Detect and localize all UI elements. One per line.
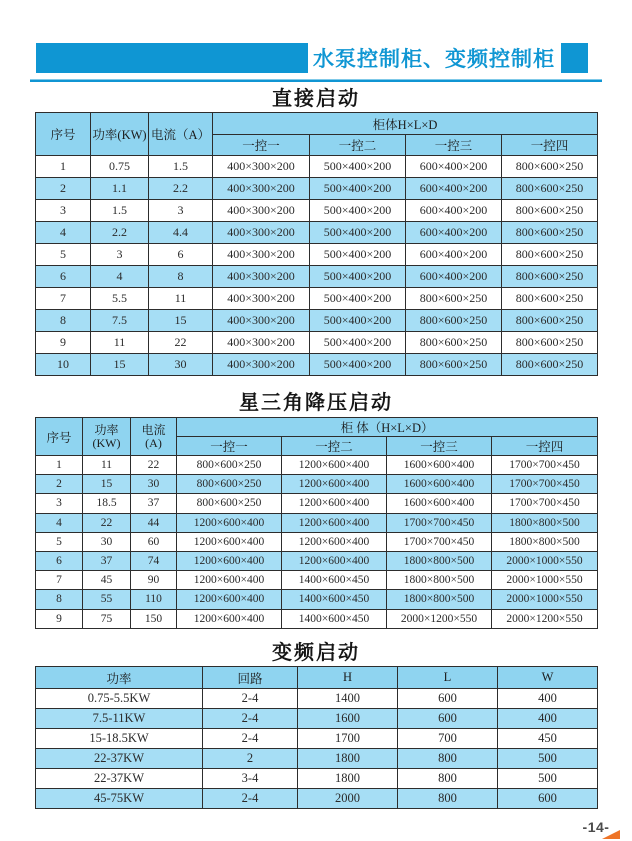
table-cell: 800×600×250 [502, 288, 598, 310]
table-cell: 74 [131, 551, 177, 570]
table-cell: 1.5 [149, 156, 213, 178]
table-cell: 1700×700×450 [492, 456, 598, 475]
table-cell: 9 [36, 609, 83, 628]
table-cell: 11 [91, 332, 149, 354]
table-row [36, 609, 598, 628]
table-cell: 75 [83, 609, 131, 628]
table-cell: 1200×600×400 [177, 532, 282, 551]
table-cell: 4.4 [149, 222, 213, 244]
table-cell: 500 [498, 769, 598, 789]
table-cell: 60 [131, 532, 177, 551]
table-cell: 1700×700×450 [387, 513, 492, 532]
table-row [36, 156, 598, 178]
table-cell: 1200×600×400 [282, 475, 387, 494]
table-cell: 44 [131, 513, 177, 532]
table-row [36, 244, 598, 266]
table-cell: 1800×800×500 [387, 590, 492, 609]
table-cell: 1 [36, 156, 91, 178]
table-cell: 1400×600×450 [282, 609, 387, 628]
table-cell: 600×400×200 [406, 200, 502, 222]
header-circuits: 回路 [203, 667, 298, 689]
table-cell: 800×600×250 [406, 288, 502, 310]
table-cell: 500×400×200 [310, 244, 406, 266]
header-power-line2: (KW) [92, 435, 121, 450]
table-cell: 2.2 [149, 178, 213, 200]
header-one-to-three: 一控三 [406, 135, 502, 156]
table-cell: 2000×1200×550 [387, 609, 492, 628]
table-cell: 8 [36, 590, 83, 609]
table-cell: 1600×600×400 [387, 475, 492, 494]
table-row [36, 590, 598, 609]
table-cell: 400×300×200 [213, 266, 310, 288]
table-cell: 7 [36, 288, 91, 310]
star-delta-title: 星三角降压启动 [239, 392, 393, 414]
table-row [36, 689, 598, 709]
table-cell: 5 [36, 532, 83, 551]
table-cell: 11 [149, 288, 213, 310]
table-cell: 6 [149, 244, 213, 266]
table-cell: 400×300×200 [213, 200, 310, 222]
table-row [36, 354, 598, 376]
table-cell: 22-37KW [36, 749, 203, 769]
table-cell: 800 [398, 769, 498, 789]
table-row [36, 709, 598, 729]
header-one-to-four: 一控四 [502, 135, 598, 156]
table-cell: 2000 [298, 789, 398, 809]
table-cell: 1600 [298, 709, 398, 729]
table-cell: 400×300×200 [213, 354, 310, 376]
table-cell: 1800×800×500 [492, 532, 598, 551]
table-cell: 1200×600×400 [177, 551, 282, 570]
table-cell: 500×400×200 [310, 222, 406, 244]
table-row [36, 288, 598, 310]
table-row [36, 749, 598, 769]
table-cell: 1400×600×450 [282, 571, 387, 590]
vfd-start-title: 变频启动 [272, 642, 360, 664]
table-cell: 7.5-11KW [36, 709, 203, 729]
page-number [570, 819, 622, 839]
table-cell: 1700×700×450 [492, 475, 598, 494]
table-cell: 400×300×200 [213, 156, 310, 178]
table-cell: 600×400×200 [406, 266, 502, 288]
table-cell: 1600×600×400 [387, 494, 492, 513]
table-cell: 600×400×200 [406, 222, 502, 244]
table-cell: 800×600×250 [502, 310, 598, 332]
header-power [83, 418, 131, 456]
table-cell: 1200×600×400 [282, 551, 387, 570]
page-number-text: -14- [582, 819, 610, 835]
table-cell: 800×600×250 [502, 156, 598, 178]
table-cell: 800×600×250 [177, 456, 282, 475]
table-cell: 1200×600×400 [282, 456, 387, 475]
table-cell: 22-37KW [36, 769, 203, 789]
star-delta-table [35, 417, 598, 629]
direct-start-title: 直接启动 [272, 88, 360, 110]
table-row [36, 532, 598, 551]
table-row [36, 571, 598, 590]
table-row [36, 551, 598, 570]
table-row [36, 200, 598, 222]
banner-title: 水泵控制柜、变频控制柜 [313, 48, 555, 71]
table-cell: 37 [83, 551, 131, 570]
table-cell: 0.75 [91, 156, 149, 178]
header-one-to-one: 一控一 [177, 437, 282, 456]
table-row [36, 729, 598, 749]
table-cell: 3 [36, 200, 91, 222]
table-cell: 2 [203, 749, 298, 769]
table-row [36, 222, 598, 244]
table-cell: 800 [398, 749, 498, 769]
table-cell: 3 [36, 494, 83, 513]
table-cell: 1200×600×400 [177, 513, 282, 532]
table-cell: 2-4 [203, 709, 298, 729]
table-cell: 2-4 [203, 789, 298, 809]
table-cell: 4 [36, 222, 91, 244]
table-row [36, 332, 598, 354]
table-row [36, 789, 598, 809]
table-cell: 5.5 [91, 288, 149, 310]
table-cell: 1400 [298, 689, 398, 709]
table-cell: 1200×600×400 [282, 532, 387, 551]
table-cell: 3-4 [203, 769, 298, 789]
table-cell: 500×400×200 [310, 310, 406, 332]
header-current-line2: (A) [145, 435, 162, 450]
table-cell: 1200×600×400 [177, 590, 282, 609]
table-cell: 400×300×200 [213, 310, 310, 332]
table-cell: 150 [131, 609, 177, 628]
table-cell: 30 [149, 354, 213, 376]
table-cell: 1700×700×450 [387, 532, 492, 551]
table-cell: 1600×600×400 [387, 456, 492, 475]
header-current-line1: 电流 [141, 422, 166, 437]
table-cell: 500 [498, 749, 598, 769]
table-cell: 45-75KW [36, 789, 203, 809]
table-cell: 800×600×250 [406, 354, 502, 376]
table-cell: 500×400×200 [310, 332, 406, 354]
table-cell: 110 [131, 590, 177, 609]
table-cell: 400×300×200 [213, 288, 310, 310]
table-cell: 90 [131, 571, 177, 590]
table-cell: 1200×600×400 [282, 513, 387, 532]
table-cell: 7.5 [91, 310, 149, 332]
table-row [36, 456, 598, 475]
table-cell: 11 [83, 456, 131, 475]
table-cell: 15 [91, 354, 149, 376]
table-cell: 450 [498, 729, 598, 749]
table-cell: 800×600×250 [177, 494, 282, 513]
table-cell: 1800×800×500 [387, 551, 492, 570]
table-cell: 2000×1200×550 [492, 609, 598, 628]
table-cell: 55 [83, 590, 131, 609]
table-cell: 37 [131, 494, 177, 513]
table-cell: 600 [398, 709, 498, 729]
table-cell: 10 [36, 354, 91, 376]
table-cell: 22 [83, 513, 131, 532]
table-row [36, 178, 598, 200]
table-cell: 3 [149, 200, 213, 222]
table-cell: 1800×800×500 [387, 571, 492, 590]
table-cell: 400 [498, 709, 598, 729]
table-cell: 800×600×250 [502, 266, 598, 288]
header-cabinet-group: 柜 体（H×L×D） [177, 418, 598, 437]
table-cell: 500×400×200 [310, 200, 406, 222]
table-cell: 15-18.5KW [36, 729, 203, 749]
table-cell: 15 [83, 475, 131, 494]
header-power: 功率(KW) [91, 113, 149, 156]
table-cell: 500×400×200 [310, 288, 406, 310]
banner-accent-square [561, 43, 588, 73]
header-w: W [498, 667, 598, 689]
table-cell: 22 [131, 456, 177, 475]
table-cell: 1200×600×400 [177, 571, 282, 590]
table-row [36, 310, 598, 332]
table-cell: 1700×700×450 [492, 494, 598, 513]
table-cell: 600×400×200 [406, 178, 502, 200]
table-cell: 600×400×200 [406, 156, 502, 178]
table-cell: 600 [398, 689, 498, 709]
vfd-header-row [36, 667, 598, 689]
table-cell: 8 [149, 266, 213, 288]
table-cell: 1.1 [91, 178, 149, 200]
table-cell: 2 [36, 178, 91, 200]
table-cell: 400×300×200 [213, 332, 310, 354]
header-one-to-three: 一控三 [387, 437, 492, 456]
table-cell: 600 [498, 789, 598, 809]
table-cell: 800×600×250 [502, 200, 598, 222]
table-cell: 400×300×200 [213, 244, 310, 266]
table-cell: 1800 [298, 769, 398, 789]
table-cell: 800×600×250 [406, 332, 502, 354]
table-row [36, 494, 598, 513]
table-cell: 2000×1000×550 [492, 571, 598, 590]
table-cell: 1.5 [91, 200, 149, 222]
table-cell: 400×300×200 [213, 222, 310, 244]
header-h: H [298, 667, 398, 689]
header-one-to-four: 一控四 [492, 437, 598, 456]
table-cell: 18.5 [83, 494, 131, 513]
table-cell: 4 [36, 513, 83, 532]
table-cell: 0.75-5.5KW [36, 689, 203, 709]
table-cell: 45 [83, 571, 131, 590]
header-current: 电流（A） [149, 113, 213, 156]
table-cell: 1400×600×450 [282, 590, 387, 609]
table-cell: 1200×600×400 [282, 494, 387, 513]
table-cell: 800 [398, 789, 498, 809]
table-cell: 1800 [298, 749, 398, 769]
header-one-to-two: 一控二 [282, 437, 387, 456]
table-cell: 9 [36, 332, 91, 354]
table-cell: 1800×800×500 [492, 513, 598, 532]
table-cell: 8 [36, 310, 91, 332]
table-cell: 1700 [298, 729, 398, 749]
header-seq: 序号 [36, 418, 83, 456]
table-cell: 800×600×250 [177, 475, 282, 494]
banner-bar [36, 43, 308, 73]
table-cell: 2-4 [203, 689, 298, 709]
direct-start-header-row-1 [36, 113, 598, 135]
header-seq: 序号 [36, 113, 91, 156]
table-cell: 500×400×200 [310, 178, 406, 200]
table-cell: 1 [36, 456, 83, 475]
direct-start-table [35, 112, 598, 376]
table-cell: 800×600×250 [502, 244, 598, 266]
table-cell: 2.2 [91, 222, 149, 244]
star-delta-header-row-1 [36, 418, 598, 437]
table-cell: 700 [398, 729, 498, 749]
table-cell: 30 [83, 532, 131, 551]
table-cell: 7 [36, 571, 83, 590]
table-cell: 1200×600×400 [177, 609, 282, 628]
table-cell: 5 [36, 244, 91, 266]
table-cell: 800×600×250 [502, 332, 598, 354]
table-cell: 2 [36, 475, 83, 494]
table-cell: 2-4 [203, 729, 298, 749]
header-current [131, 418, 177, 456]
table-row [36, 475, 598, 494]
table-cell: 500×400×200 [310, 354, 406, 376]
header-cabinet-group: 柜体H×L×D [213, 113, 598, 135]
table-row [36, 769, 598, 789]
table-cell: 22 [149, 332, 213, 354]
table-cell: 400×300×200 [213, 178, 310, 200]
table-cell: 800×600×250 [502, 222, 598, 244]
vfd-start-table [35, 666, 598, 809]
table-cell: 500×400×200 [310, 156, 406, 178]
table-cell: 800×600×250 [502, 354, 598, 376]
table-cell: 400 [498, 689, 598, 709]
table-cell: 800×600×250 [406, 310, 502, 332]
table-cell: 30 [131, 475, 177, 494]
banner-rule [30, 79, 602, 82]
table-cell: 600×400×200 [406, 244, 502, 266]
table-cell: 15 [149, 310, 213, 332]
header-one-to-one: 一控一 [213, 135, 310, 156]
table-cell: 6 [36, 266, 91, 288]
table-cell: 2000×1000×550 [492, 590, 598, 609]
table-row [36, 513, 598, 532]
table-cell: 6 [36, 551, 83, 570]
table-cell: 2000×1000×550 [492, 551, 598, 570]
table-row [36, 266, 598, 288]
table-cell: 4 [91, 266, 149, 288]
table-cell: 3 [91, 244, 149, 266]
table-cell: 800×600×250 [502, 178, 598, 200]
header-one-to-two: 一控二 [310, 135, 406, 156]
table-cell: 500×400×200 [310, 266, 406, 288]
header-power: 功率 [36, 667, 203, 689]
header-power-line1: 功率 [94, 422, 119, 437]
header-l: L [398, 667, 498, 689]
